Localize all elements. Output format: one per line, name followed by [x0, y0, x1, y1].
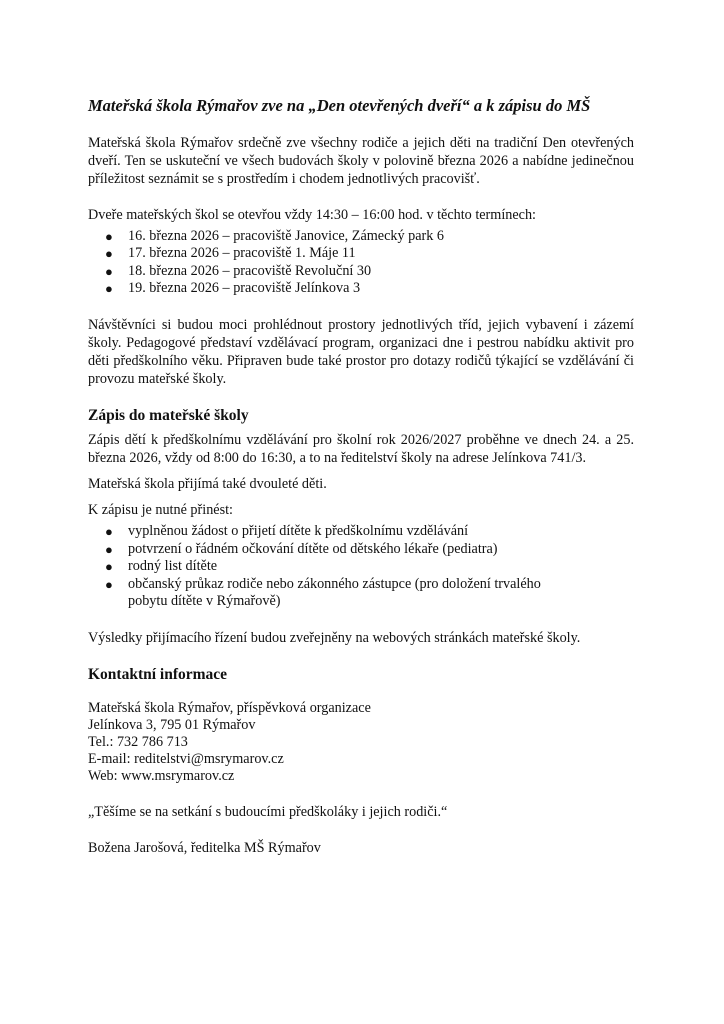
bring-item: ● rodný list dítěte	[105, 558, 218, 575]
bullet-icon: ●	[105, 576, 113, 592]
contact-phone: Tel.: 732 786 713	[88, 734, 188, 751]
signature: Božena Jarošová, ředitelka MŠ Rýmařov	[88, 840, 321, 857]
contact-heading: Kontaktní informace	[88, 665, 228, 683]
closing-quote: „Těšíme se na setkání s budoucími předškoláky i jejich rodiči.“	[88, 804, 448, 821]
contact-web: Web: www.msrymarov.cz	[88, 768, 235, 785]
bring-intro: K zápisu je nutné přinést:	[88, 502, 233, 519]
schedule-item: ● 18. března 2026 – pracoviště Revoluční 30	[105, 262, 372, 279]
schedule-intro: Dveře mateřských škol se otevřou vždy 14:30 – 16:00 hod. v těchto termínech:	[88, 206, 536, 223]
bullet-icon: ●	[105, 263, 113, 279]
bullet-icon: ●	[105, 559, 113, 575]
bullet-icon: ●	[105, 541, 113, 557]
two-year-olds-note: Mateřská škola přijímá také dvouleté děti.	[88, 476, 327, 493]
enrollment-paragraph: Zápis dětí k předškolnímu vzdělávání pro školní rok 2026/2027 proběhne ve dnech 24. a 25. března 2026, vždy od 8:00 do 16:30, a to na ředitelství školy na adrese Jelínkova 741/3.	[88, 432, 634, 467]
enrollment-heading: Zápis do mateřské školy	[88, 406, 249, 424]
bullet-icon: ●	[105, 281, 113, 297]
bring-item: ● potvrzení o řádném očkování dítěte od dětského lékaře (pediatra)	[105, 540, 498, 557]
results-paragraph: Výsledky přijímacího řízení budou zveřejněny na webových stránkách mateřské školy.	[88, 629, 581, 646]
bullet-icon: ●	[105, 228, 113, 244]
contact-email: E-mail: reditelstvi@msrymarov.cz	[88, 751, 284, 768]
contact-block	[88, 700, 634, 785]
schedule-item: ● 19. března 2026 – pracoviště Jelínkova 3	[105, 280, 361, 297]
contact-address: Jelínkova 3, 795 01 Rýmařov	[88, 717, 256, 734]
schedule-item: ● 17. března 2026 – pracoviště 1. Máje 11	[105, 245, 356, 262]
bring-list	[88, 523, 634, 611]
bullet-icon: ●	[105, 246, 113, 262]
intro-paragraph: Mateřská škola Rýmařov srdečně zve všechny rodiče a jejich děti na tradiční Den otevřených dveří. Ten se uskuteční ve všech budovách školy v polovině března 2026 a nabídne jedinečnou příležitost seznámit se s prostředím i chodem jednotlivých pracovišť.	[88, 134, 634, 187]
visitors-paragraph: Návštěvníci si budou moci prohlédnout prostory jednotlivých tříd, jejich vybavení i zázemí školy. Pedagogové představí vzdělávací program, organizaci dne i pestrou nabídku aktivit pro děti předškolního věku. Připraven bude také prostor pro dotazy rodičů týkající se vzdělávání či provozu mateřské školy.	[88, 316, 634, 387]
schedule-item: ● 16. března 2026 – pracoviště Janovice, Zámecký park 6	[105, 227, 444, 244]
contact-org: Mateřská škola Rýmařov, příspěvková organizace	[88, 700, 371, 717]
bring-item: ● vyplněnou žádost o přijetí dítěte k předškolnímu vzdělávání	[105, 523, 469, 540]
bullet-icon: ●	[105, 524, 113, 540]
bring-item: ● občanský průkaz rodiče nebo zákonného zástupce (pro doložení trvalého pobytu dítěte v Rýmařově)	[105, 575, 541, 610]
schedule-list	[88, 228, 634, 298]
document-title: Mateřská škola Rýmařov zve na „Den otevřených dveří“ a k zápisu do MŠ	[88, 96, 591, 115]
